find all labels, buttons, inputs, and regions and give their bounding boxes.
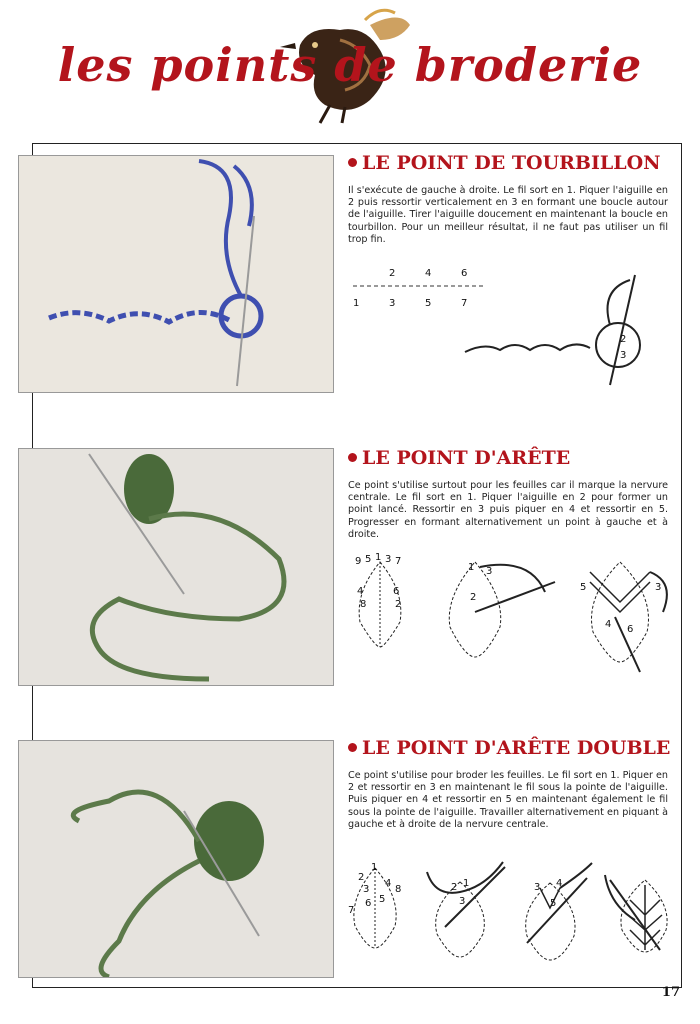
diagram-arete-1 [345,552,415,652]
arete3-label-4: 4 [605,619,612,630]
frame-right-line [681,143,682,988]
header [0,0,700,130]
label-2: 2 [389,268,396,279]
ad3-label-5: 5 [550,898,557,909]
section-text-tourbillon: Il s'exécute de gauche à droite. Le fil sort en 1. Piquer l'aiguille en 2 puis ressortir verticalement en 3 en formant une boucle autour de l'aiguille. Tirer l'aiguille doucement en maintenant la boucle en tourbillon. Pour un meilleur résultat, il ne faut pas utiliser un fil trop fin. [348,185,668,245]
ad-label-5: 5 [379,894,386,905]
ad-label-7: 7 [348,905,355,916]
arete3-label-5: 5 [580,582,587,593]
ad-label-4: 4 [385,878,392,889]
arete2-label-3: 3 [486,566,493,577]
page-number: 17 [661,985,680,1000]
loop-label-2: 2 [620,334,627,345]
diagram-arete-2 [440,552,560,662]
diagram-tourbillon-loop [460,270,660,390]
ad2-label-1: 1 [463,878,470,889]
diagram-arete-double-1 [343,858,408,953]
bullet-icon [348,743,357,752]
arete-label-3: 3 [385,554,392,565]
label-7: 7 [461,298,468,309]
arete-label-7: 7 [395,556,402,567]
arete-label-2: 2 [395,599,402,610]
arete3-label-3: 3 [655,582,662,593]
loop-label-3: 3 [620,350,627,361]
arete2-label-1: 1 [468,562,475,573]
ad3-label-3: 3 [534,882,541,893]
arete-label-4: 4 [357,586,364,597]
label-4: 4 [425,268,432,279]
section-text-arete: Ce point s'utilise surtout pour les feuilles car il marque la nervure centrale. Le fil sort en 1. Piquer l'aiguille en 2 pour former un point lancé. Ressortir en 3 puis piquer en 4 et ressortir en 5. Progresser en formant alternativement un point à gauche et à droite. [348,480,668,540]
ad2-label-2: 2 [451,882,458,893]
section-title-tourbillon: LE POINT DE TOURBILLON [348,152,661,174]
arete-label-1: 1 [375,552,382,563]
ad-label-6: 6 [365,898,372,909]
diagram-arete-double-3 [512,858,597,968]
label-5: 5 [425,298,432,309]
photo-tourbillon [18,155,334,393]
arete-label-8: 8 [360,599,367,610]
arete3-label-6: 6 [627,624,634,635]
frame-bottom-line [32,987,682,988]
section-title-arete: LE POINT D'ARÊTE [348,447,570,469]
ad-label-1: 1 [371,862,378,873]
label-3: 3 [389,298,396,309]
photo-arete-double [18,740,334,978]
arete2-label-2: 2 [470,592,477,603]
arete-label-9: 9 [355,556,362,567]
bullet-icon [348,453,357,462]
label-1: 1 [353,298,360,309]
diagram-arete-3 [575,552,675,677]
ad-label-3: 3 [363,884,370,895]
arete-label-6: 6 [393,586,400,597]
section-title-arete-double: LE POINT D'ARÊTE DOUBLE [348,737,670,759]
bullet-icon [348,158,357,167]
ad-label-8: 8 [395,884,402,895]
frame-top-line [32,143,682,144]
diagram-arete-double-4 [600,860,680,955]
ad3-label-4: 4 [556,878,563,889]
section-text-arete-double: Ce point s'utilise pour broder les feuilles. Le fil sort en 1. Piquer en 2 et ressortir en 3 en maintenant le fil sous la pointe de l'aiguille. Puis piquer en 4 et ressortir en 5 en maintenant également le fil sous la pointe de l'aiguille. Travailler alternativement en piquant à gauche et à droite de la nervure centrale. [348,770,668,830]
diagram-arete-double-2 [415,852,510,962]
page-title: les points de broderie [57,38,643,92]
photo-arete [18,448,334,686]
label-6: 6 [461,268,468,279]
arete-label-5: 5 [365,554,372,565]
ad-label-2: 2 [358,872,365,883]
ad2-label-3: 3 [459,896,466,907]
